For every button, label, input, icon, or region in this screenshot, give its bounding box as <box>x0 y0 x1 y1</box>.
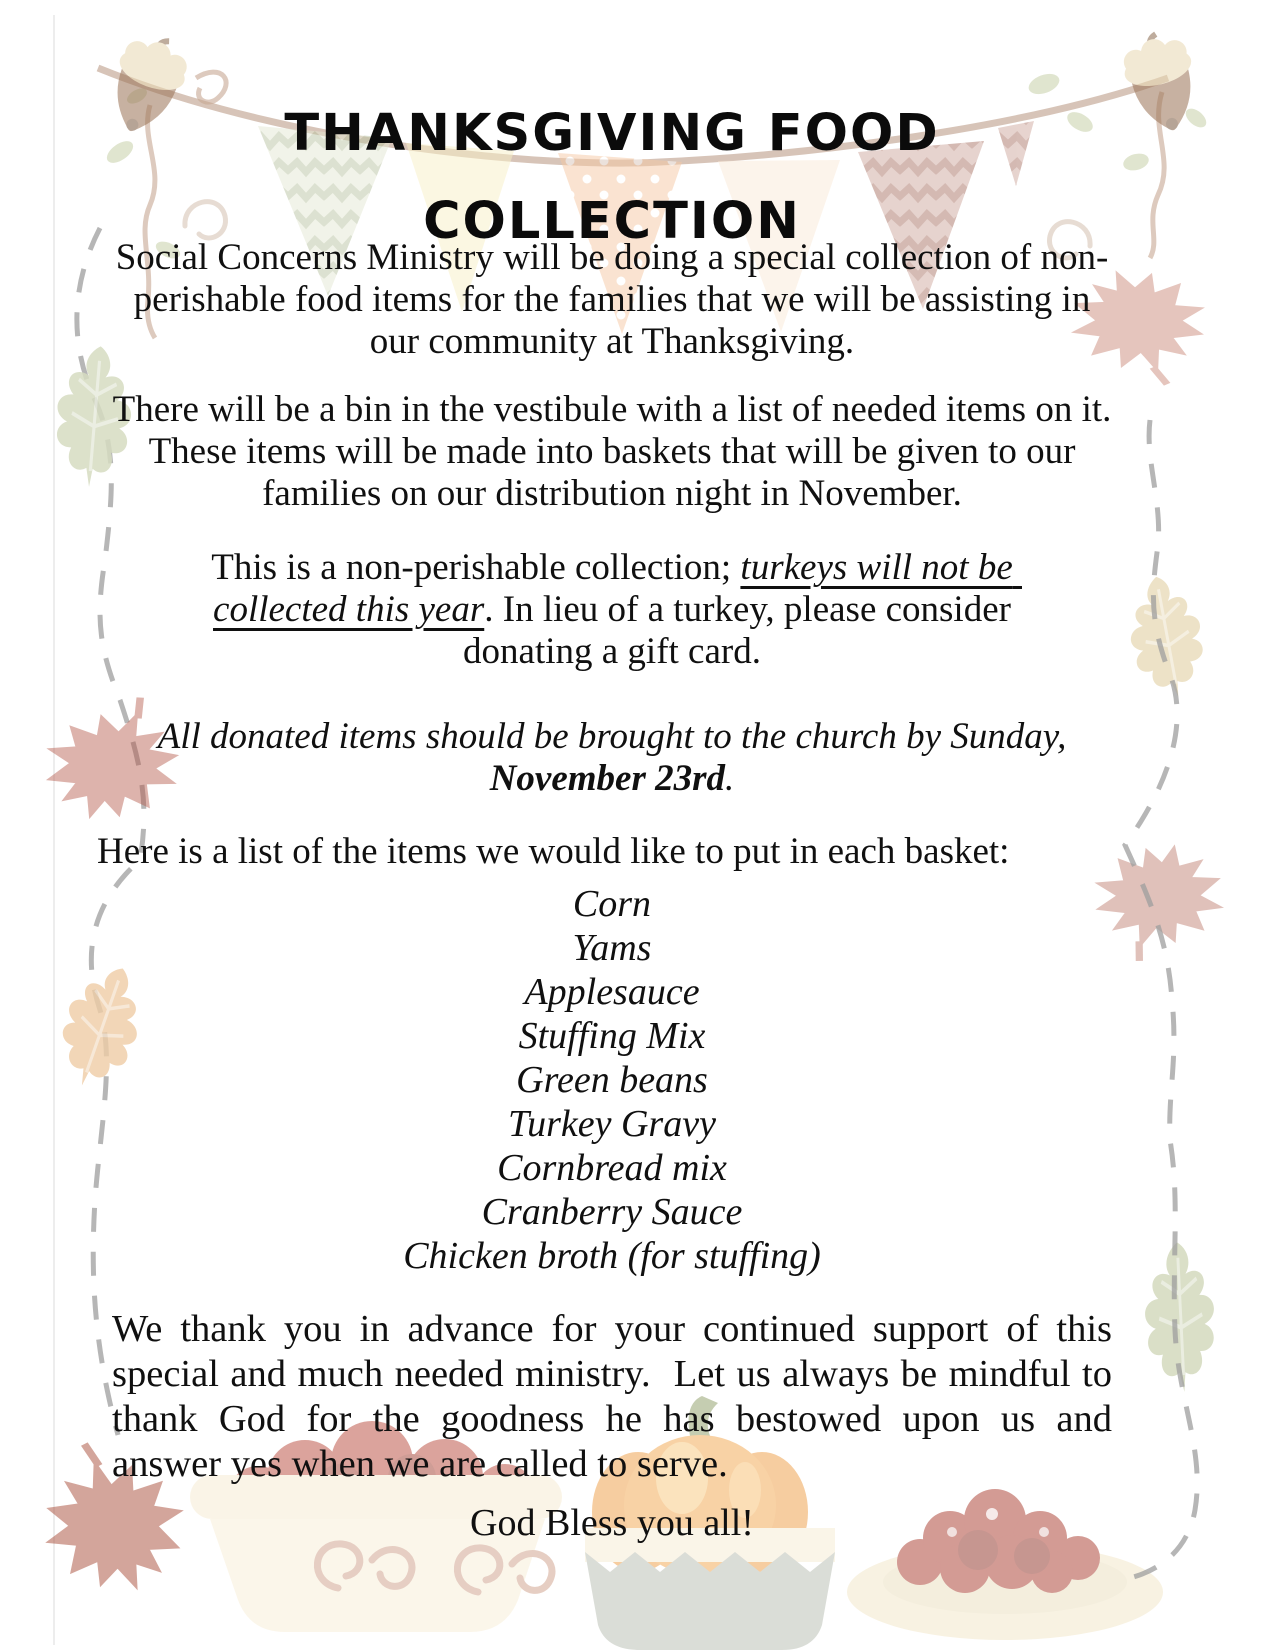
basket-list-item: Cornbread mix <box>497 1147 727 1189</box>
paragraph-nonperishable <box>175 547 1050 673</box>
page-title-line1: THANKSGIVING FOOD <box>284 104 940 164</box>
basket-list-item: Turkey Gravy <box>508 1103 716 1145</box>
basket-list-item: Stuffing Mix <box>518 1015 706 1057</box>
deadline-suffix: . <box>725 758 735 799</box>
oak-leaf-cream-right <box>1121 569 1212 706</box>
basket-list-item: Corn <box>572 883 652 925</box>
page-title-line2: COLLECTION <box>423 192 801 252</box>
paragraph-bin: There will be a bin in the vestibule with a list of needed items on it. These items will be made into baskets that will be given to our families on our distribution night in November. <box>112 389 1130 514</box>
basket-list-item: Yams <box>572 927 652 969</box>
deadline-prefix: All donated items should be brought to the church by Sunday, <box>157 716 1076 757</box>
basket-list-item: Chicken broth (for stuffing) <box>403 1235 821 1277</box>
basket-list-heading: Here is a list of the items we would like to put in each basket: <box>97 831 1010 872</box>
basket-items-list <box>97 882 1127 1278</box>
scan-artifact-line <box>53 15 55 1645</box>
nonperishable-underlined: turkeys will not be collected this year <box>213 547 1022 630</box>
basket-list-item: Green beans <box>516 1059 708 1101</box>
paragraph-deadline <box>107 716 1117 800</box>
deadline-date: November 23rd <box>489 758 726 799</box>
paragraph-thanks: We thank you in advance for your continued support of this special and much needed ministry. Let us always be mindful to thank God for the goodness he has bestowed upon us and answer yes when we are called to serve. <box>112 1308 1122 1485</box>
basket-list-item: Applesauce <box>524 971 700 1013</box>
nonperishable-prefix: This is a non-perishable collection; <box>211 547 741 588</box>
nonperishable-suffix: . In lieu of a turkey, please consider donating a gift card. <box>463 589 1021 672</box>
paragraph-closing: God Bless you all! <box>470 1502 754 1544</box>
paragraph-intro: Social Concerns Ministry will be doing a special collection of non-perishable food items for the families that we will be assisting in our community at Thanksgiving. <box>115 237 1109 362</box>
flyer-content <box>97 0 1130 1650</box>
basket-list-item: Cranberry Sauce <box>481 1191 743 1233</box>
